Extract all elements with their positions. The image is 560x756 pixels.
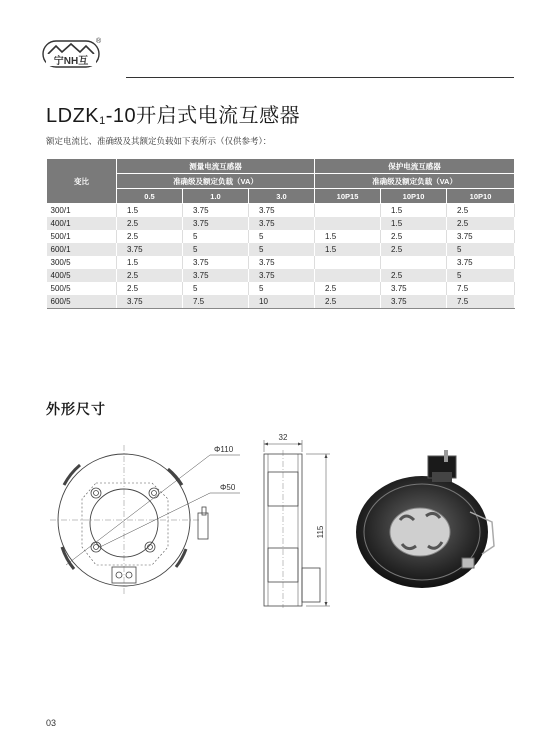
header-class: 0.5 [117,189,183,204]
height-label: 115 [316,525,325,539]
table-intro: 额定电流比、准确级及其额定负载如下表所示（仅供参考）： [46,136,272,146]
header-class: 10P10 [381,189,447,204]
title-subscript: 1 [99,115,106,127]
value-cell: 2.5 [315,295,381,309]
section-title: 外形尺寸 [46,401,106,417]
outer-diameter-label: Φ110 [214,445,234,454]
table-row [47,243,515,256]
value-cell: 2.5 [117,282,183,295]
value-cell: 5 [183,282,249,295]
value-cell: 3.75 [447,230,515,243]
value-cell: 3.75 [447,256,515,269]
ratio-cell: 300/1 [47,204,117,218]
value-cell: 2.5 [381,243,447,256]
ratio-cell: 400/1 [47,217,117,230]
registered-mark: ® [96,38,102,45]
value-cell: 3.75 [249,269,315,282]
ratio-cell: 400/5 [47,269,117,282]
product-photo [350,450,500,590]
value-cell [315,217,381,230]
front-view-drawing [40,435,250,605]
header-protect-group: 保护电流互感器 [315,159,515,174]
value-cell: 2.5 [381,269,447,282]
value-cell: 1.5 [315,243,381,256]
value-cell: 3.75 [381,282,447,295]
value-cell: 1.5 [117,256,183,269]
value-cell: 1.5 [381,204,447,218]
header-ratio: 变比 [47,159,117,204]
value-cell: 3.75 [183,269,249,282]
header-class: 10P15 [315,189,381,204]
header-rule [126,77,514,78]
nh-logo [42,40,100,68]
table-row [47,282,515,295]
value-cell: 3.75 [183,204,249,218]
page-title [46,99,300,128]
ratio-cell: 600/5 [47,295,117,309]
value-cell: 5 [249,243,315,256]
logo-text: 宁NH互 [53,56,89,67]
width-label: 32 [278,433,288,442]
value-cell: 10 [249,295,315,309]
value-cell: 1.5 [117,204,183,218]
value-cell: 5 [447,243,515,256]
value-cell [315,204,381,218]
value-cell: 7.5 [447,295,515,309]
value-cell: 3.75 [117,243,183,256]
ratio-cell: 500/5 [47,282,117,295]
value-cell [315,256,381,269]
title-prefix: LDZK [46,105,100,127]
value-cell: 3.75 [183,217,249,230]
value-cell [315,269,381,282]
value-cell: 5 [249,230,315,243]
value-cell: 2.5 [117,217,183,230]
value-cell: 2.5 [447,217,515,230]
spec-table [46,158,515,309]
value-cell: 5 [249,282,315,295]
ratio-cell: 500/1 [47,230,117,243]
title-suffix: -10开启式电流互感器 [105,105,301,127]
value-cell: 3.75 [117,295,183,309]
value-cell: 3.75 [381,295,447,309]
value-cell: 2.5 [117,230,183,243]
ratio-cell: 300/5 [47,256,117,269]
value-cell: 5 [447,269,515,282]
value-cell: 3.75 [249,217,315,230]
value-cell: 2.5 [447,204,515,218]
header-protect-sub: 准确级及额定负载（VA） [315,174,515,189]
value-cell: 3.75 [249,204,315,218]
header-class: 1.0 [183,189,249,204]
value-cell: 5 [183,243,249,256]
value-cell: 5 [183,230,249,243]
value-cell: 3.75 [249,256,315,269]
value-cell: 1.5 [315,230,381,243]
header-class: 10P10 [447,189,515,204]
side-view-drawing [252,428,334,610]
table-row [47,230,515,243]
header-measure-sub: 准确级及额定负载（VA） [117,174,315,189]
value-cell: 3.75 [183,256,249,269]
value-cell: 2.5 [315,282,381,295]
value-cell: 7.5 [183,295,249,309]
value-cell [381,256,447,269]
header-class: 3.0 [249,189,315,204]
table-row [47,295,515,309]
table-row [47,256,515,269]
table-row [47,204,515,218]
table-row [47,217,515,230]
value-cell: 7.5 [447,282,515,295]
header-measure-group: 测量电流互感器 [117,159,315,174]
value-cell: 1.5 [381,217,447,230]
value-cell: 2.5 [381,230,447,243]
page-number: 03 [46,718,57,728]
ratio-cell: 600/1 [47,243,117,256]
table-row [47,269,515,282]
inner-diameter-label: Φ50 [220,483,236,492]
value-cell: 2.5 [117,269,183,282]
